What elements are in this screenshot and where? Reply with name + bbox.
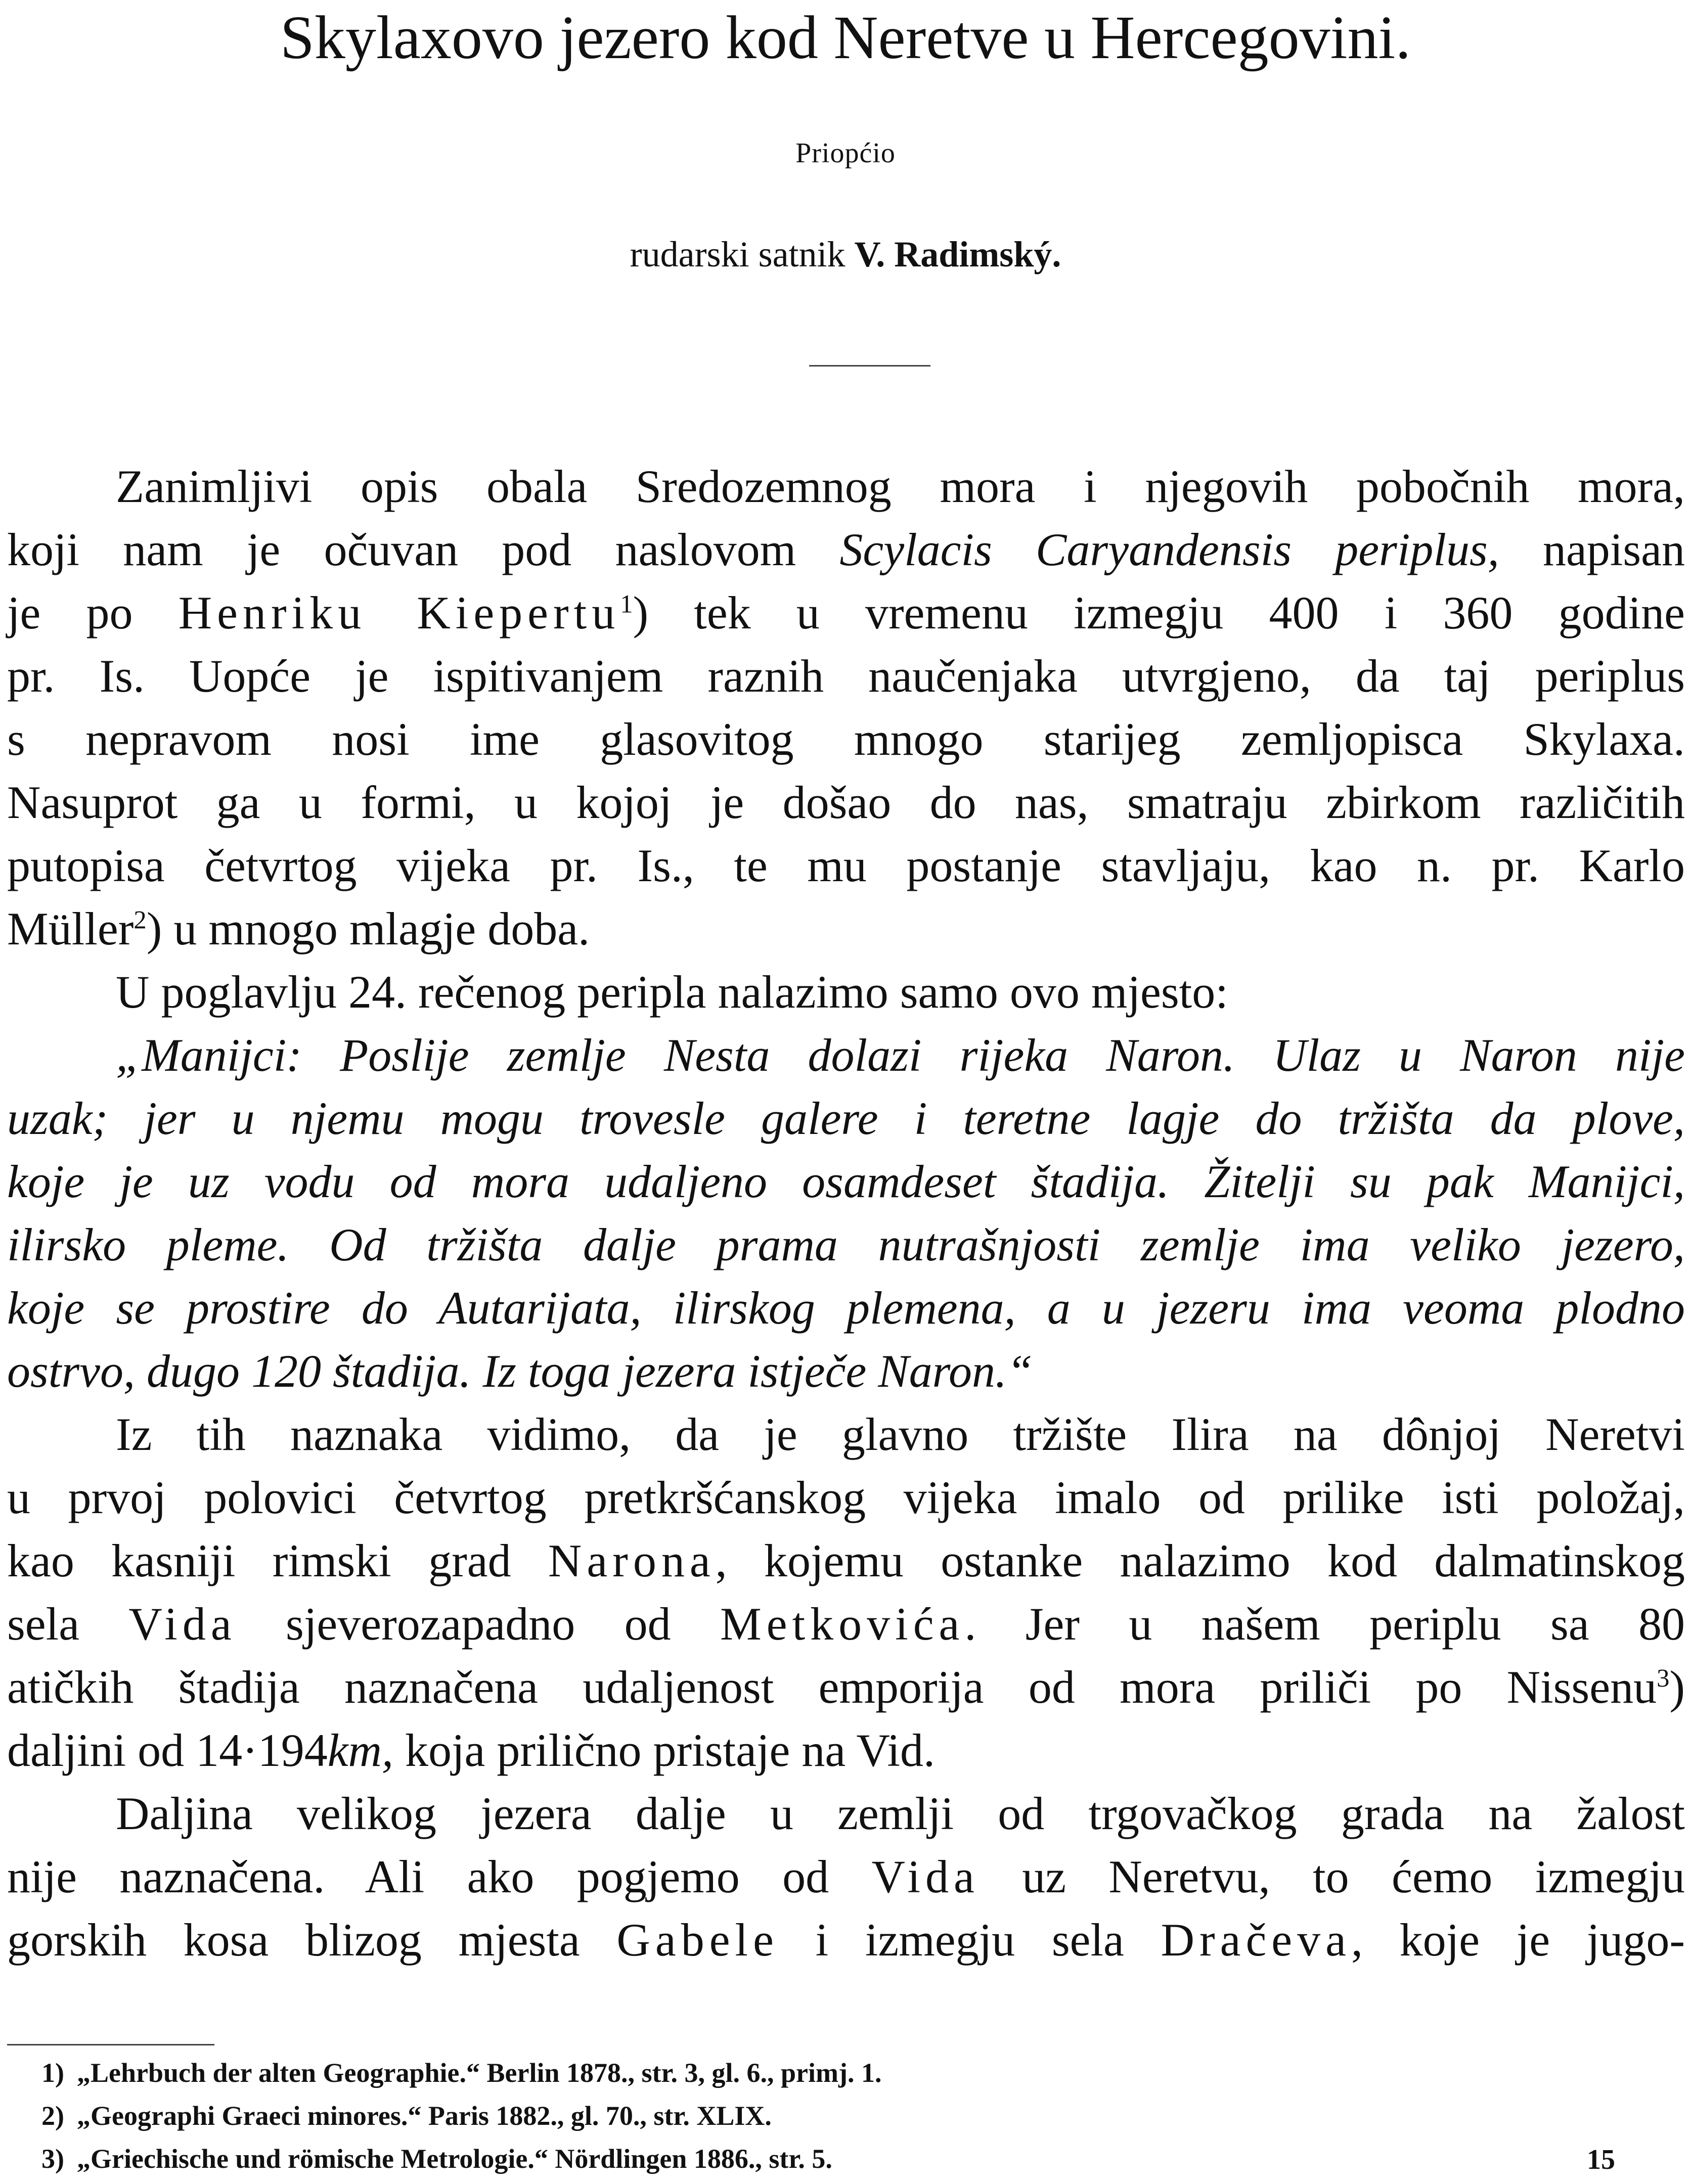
quote-line: koje se prostire do Autarijata, ilirskog plemena, a u jezeru ima veoma plodno xyxy=(7,1282,1685,1334)
byline xyxy=(0,232,1691,277)
paragraph-3-line: kao kasniji rimski grad Narona, kojemu ostanke nalazimo kod dalmatinskog xyxy=(7,1535,1685,1586)
footnotes xyxy=(41,2052,1660,2180)
paragraph-1-line: putopisa četvrtog vijeka pr. Is., te mu postanje stavljaju, kao n. pr. Karlo xyxy=(7,840,1685,891)
footnote: 2) „Geographi Graeci minores.“ Paris 1882., gl. 70., str. XLIX. xyxy=(41,2101,772,2131)
page-number: 15 xyxy=(1587,2144,1615,2175)
paragraph-4-line: nije naznačena. Ali ako pogjemo od Vida uz Neretvu, to ćemo izmegju xyxy=(7,1851,1685,1902)
author-name: V. Radimský. xyxy=(854,234,1061,275)
paragraph-1-line: Zanimljivi opis obala Sredozemnog mora i njegovih pobočnih mora, xyxy=(116,461,1685,512)
quote-line: koje je uz vodu od mora udaljeno osamdeset štadija. Žitelji su pak Manijci, xyxy=(7,1156,1685,1207)
article-body xyxy=(7,455,1685,1972)
quote-line: uzak; jer u njemu mogu trovesle galere i teretne lagje do tržišta da plove, xyxy=(7,1093,1685,1144)
paragraph-1-line: pr. Is. Uopće je ispitivanjem raznih naučenjaka utvrgjeno, da taj periplus xyxy=(7,650,1685,702)
paragraph-3-line: atičkih štadija naznačena udaljenost emporija od mora priliči po Nissenu$^3$) xyxy=(7,1661,1685,1713)
article-title: Skylaxovo jezero kod Neretve u Hercegovini. xyxy=(280,4,1411,72)
paragraph-1-line: Nasuprot ga u formi, u kojoj je došao do nas, smatraju zbirkom različitih xyxy=(7,777,1685,828)
footnote: 1) „Lehrbuch der alten Geographie.“ Berlin 1878., str. 3, gl. 6., primj. 1. xyxy=(41,2058,882,2088)
footnote-ref-1: 1 xyxy=(620,589,633,618)
paragraph-3-line: sela Vida sjeverozapadno od Metkovića. Jer u našem periplu sa 80 xyxy=(7,1598,1685,1650)
paragraph-4-line: gorskih kosa blizog mjesta Gabele i izmegju sela Dračeva, koje je jugo- xyxy=(7,1914,1685,1966)
paragraph-3-line: Iz tih naznaka vidimo, da je glavno tržište Ilira na dônjoj Neretvi xyxy=(116,1408,1685,1460)
footnote-separator xyxy=(7,2044,214,2045)
footnote: 3) „Griechische und römische Metrologie.“ Nördlingen 1886., str. 5. xyxy=(41,2144,832,2174)
footnote-ref-3: 3 xyxy=(1657,1664,1670,1693)
paragraph-1-line: Müller$^2$) u mnogo mlagje doba. xyxy=(7,903,590,954)
title-separator xyxy=(809,365,930,367)
paragraph-3-line: u prvoj polovici četvrtog pretkršćanskog vijeka imalo od prilike isti položaj, xyxy=(7,1472,1685,1523)
footnote-ref-2: 2 xyxy=(134,905,147,934)
communicated-by: Priopćio xyxy=(795,138,896,169)
paragraph-2-line: U poglavlju 24. rečenog peripla nalazimo samo ovo mjesto: xyxy=(116,966,1228,1018)
paragraph-1-line: koji nam je očuvan pod naslovom Scylacis Caryandensis periplus, napisan xyxy=(7,524,1685,575)
paragraph-1-line: je po Henriku Kiepertu$^1$) tek u vremenu izmegju 400 i 360 godine xyxy=(7,587,1685,639)
quote-line: ilirsko pleme. Od tržišta dalje prama nutrašnjosti zemlje ima veliko jezero, xyxy=(7,1219,1685,1270)
paragraph-1-line: s nepravom nosi ime glasovitog mnogo starijeg zemljopisca Skylaxa. xyxy=(7,713,1685,765)
quote-line: „Manijci: Poslije zemlje Nesta dolazi rijeka Naron. Ulaz u Naron nije xyxy=(116,1029,1685,1081)
quote-line: ostrvo, dugo 120 štadija. Iz toga jezera istječe Naron.“ xyxy=(7,1345,1033,1397)
author-role: rudarski satnik xyxy=(630,234,846,275)
paragraph-3-line: daljini od 14·194km, koja prilično pristaje na Vid. xyxy=(7,1724,935,1776)
paragraph-4-line: Daljina velikog jezera dalje u zemlji od trgovačkog grada na žalost xyxy=(116,1788,1685,1839)
